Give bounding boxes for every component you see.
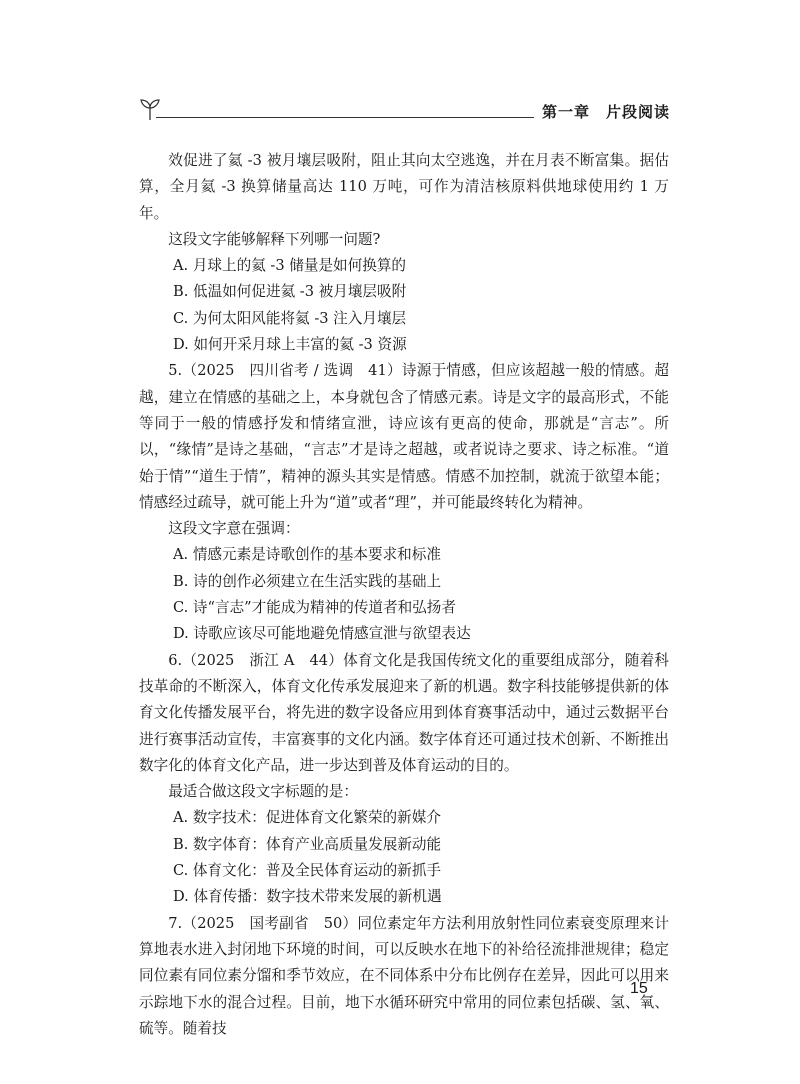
option-a: A. 数字技术：促进体育文化繁荣的新媒介	[173, 809, 441, 827]
option-b: B. 低温如何促进氦 -3 被月壤层吸附	[173, 283, 407, 301]
paragraph-continuation: 效促进了氦 -3 被月壤层吸附，阻止其向太空逃逸，并在月表不断富集。据估算，全月氦 -3 换算储量高达 110 万吨，可作为清洁核原料供地球使用约 1 万年。	[139, 152, 669, 222]
question-prompt: 这段文字意在强调：	[168, 520, 300, 538]
chapter-title: 第一章 片段阅读	[534, 101, 670, 122]
question-5: 5.（2025 四川省考 / 选调 41）诗源于情感，但应该超越一般的情感。超越，建立在情感的基础之上，本身就包含了情感元素。诗是文字的最高形式，不能等同于一般的情感抒发和情绪宣泄，诗应该有更高的使命，那就是“言志”。所以，“缘情”是诗之基础，“言志”才是诗之超越，或者说诗之要求、诗之标准。“道始于情”“道生于情”，精神的源头其实是情感。情感不加控制，就流于欲望本能；情感经过疏导，就可能上升为“道”或者“理”，并可能最终转化为精神。	[139, 362, 669, 511]
page-number: 15	[630, 980, 648, 997]
question-6: 6.（2025 浙江 A 44）体育文化是我国传统文化的重要组成部分，随着科技革命的不断深入，体育文化传承发展迎来了新的机遇。数字科技能够提供新的体育文化传播发展平台，将先进的数字设备应用到体育赛事活动中，通过云数据平台进行赛事活动宣传，丰富赛事的文化内涵。数字体育还可通过技术创新、不断推出数字化的体育文化产品，进一步达到普及体育运动的目的。	[139, 651, 669, 774]
option-c: C. 体育文化：普及全民体育运动的新抓手	[173, 862, 442, 880]
option-c: C. 诗“言志”才能成为精神的传道者和弘扬者	[173, 599, 456, 617]
question-prompt: 这段文字能够解释下列哪一问题?	[168, 230, 381, 248]
option-b: B. 诗的创作必须建立在生活实践的基础上	[173, 572, 442, 590]
question-prompt: 最适合做这段文字标题的是：	[168, 783, 358, 801]
option-d: D. 如何开采月球上丰富的氦 -3 资源	[173, 336, 407, 354]
question-7: 7.（2025 国考副省 50）同位素定年方法利用放射性同位素衰变原理来计算地表水进入封闭地下环境的时间，可以反映水在地下的补给径流排泄规律；稳定同位素有同位素分馏和季节效应，在不同体系中分布比例存在差异，因此可以用来示踪地下水的混合过程。目前，地下水循环研究中常用的同位素包括碳、氢、氧、硫等。随着技	[139, 914, 669, 1037]
option-d: D. 诗歌应该尽可能地避免情感宣泄与欲望表达	[173, 625, 471, 643]
option-c: C. 为何太阳风能将氦 -3 注入月壤层	[173, 309, 407, 327]
option-d: D. 体育传播：数字技术带来发展的新机遇	[173, 888, 442, 906]
page-body	[139, 148, 669, 1042]
running-header	[138, 96, 670, 126]
option-b: B. 数字体育：体育产业高质量发展新动能	[173, 835, 442, 853]
option-a: A. 月球上的氦 -3 储量是如何换算的	[173, 257, 407, 275]
sprout-icon	[138, 96, 162, 122]
option-a: A. 情感元素是诗歌创作的基本要求和标准	[173, 546, 441, 564]
